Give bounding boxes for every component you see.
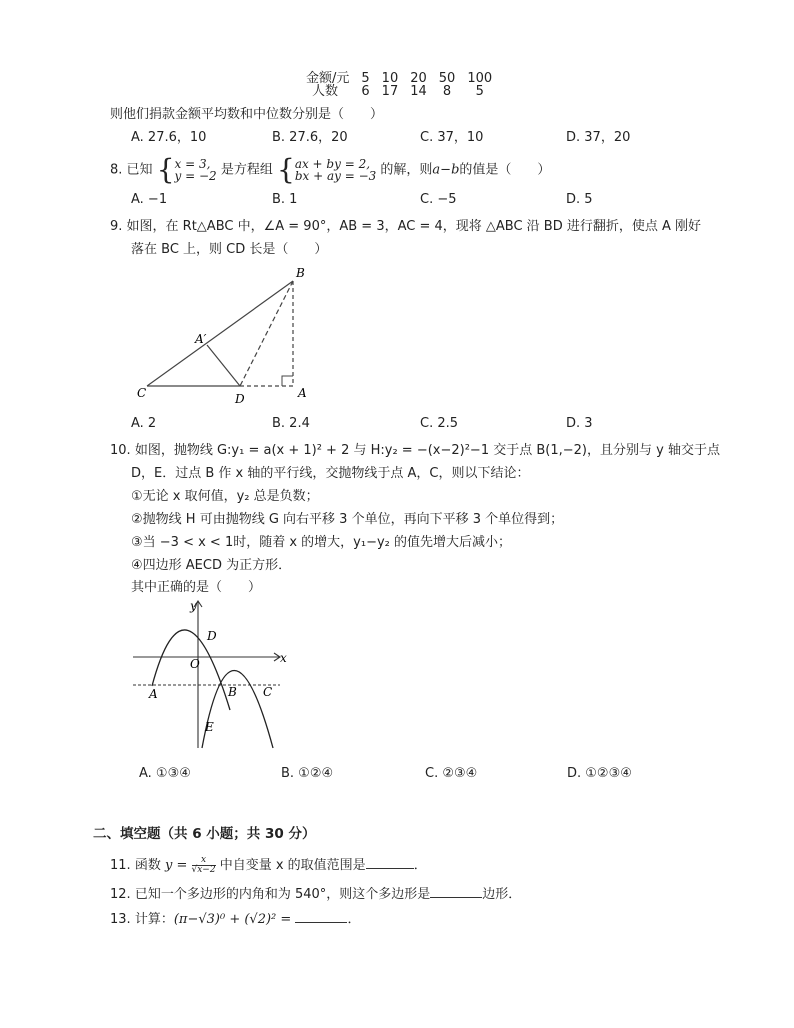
q10-line2: D，E．过点 B 作 x 轴的平行线，交抛物线于点 A，C，则以下结论： — [131, 466, 530, 481]
q8-option-c: C. −5 — [420, 192, 457, 207]
q10-option-a: A. ①③④ — [139, 766, 191, 781]
q11-frac-den: √x−2 — [191, 865, 216, 875]
label-d: D — [207, 629, 217, 643]
q12-post: 边形． — [482, 887, 522, 902]
table-cell: 人数 — [312, 84, 339, 99]
q13-number: 13. — [110, 912, 131, 927]
q12-pre: 已知一个多边形的内角和为 540°，则这个多边形是 — [134, 887, 431, 902]
table-cell: 100 — [467, 71, 493, 86]
q9-triangle-figure — [135, 264, 325, 409]
q11-end: ． — [413, 858, 427, 873]
q10-conclusion-3: ③当 −3 < x < 1时，随着 x 的增大，y₁−y₂ 的值先增大后减小； — [131, 535, 512, 550]
q9-line1-text: 如图，在 Rt△ABC 中，∠A = 90°，AB = 3，AC = 4，现将 △ABC 沿 BD 进行翻折，使点 A 刚好 — [126, 219, 702, 234]
label-e: E — [205, 720, 214, 734]
line-a-prime-d — [207, 345, 240, 386]
q13-answer-blank[interactable] — [295, 910, 347, 923]
table-cell: 5 — [361, 71, 370, 86]
q8-mid: 是方程组 — [220, 162, 273, 178]
q10-option-d: D. ①②③④ — [567, 766, 632, 781]
q10-line1 — [110, 443, 720, 459]
q13-expr: (π−√3)⁰ + (√2)² = — [173, 912, 292, 927]
q11-stem — [110, 856, 427, 876]
q10-number: 10. — [110, 443, 131, 458]
q9-option-a: A. 2 — [131, 416, 157, 431]
q8-eq2: bx + ay = −3 — [294, 169, 377, 183]
q12-answer-blank[interactable] — [430, 885, 482, 898]
table-cell: 50 — [438, 71, 456, 86]
table-cell: 17 — [381, 84, 399, 99]
q8-option-d: D. 5 — [566, 192, 593, 207]
q8-expr: a−b — [432, 162, 460, 178]
q11-fraction — [192, 856, 216, 875]
section-title: 二、填空题（共 6 小题；共 30 分） — [93, 826, 316, 842]
q11-number: 11. — [110, 858, 131, 873]
q13-stem — [110, 910, 360, 928]
label-x: x — [280, 651, 287, 665]
q9-option-d: D. 3 — [566, 416, 593, 431]
label-b: B — [228, 685, 237, 699]
line-cb — [147, 281, 293, 386]
q9-line1 — [110, 219, 701, 235]
q8-sol1: x = 3, — [174, 157, 211, 171]
label-c: C — [137, 386, 147, 400]
q10-conclusion-1: ①无论 x 取何值，y₂ 总是负数； — [131, 489, 319, 504]
q9-number: 9. — [110, 219, 123, 234]
brace-symbol: { — [276, 153, 295, 186]
donation-table — [306, 72, 498, 98]
table-cell: 5 — [475, 84, 484, 99]
q9-option-c: C. 2.5 — [420, 416, 459, 431]
q8-pre: 已知 — [126, 162, 153, 178]
q8-system — [295, 158, 376, 182]
q12-stem — [110, 885, 521, 903]
label-o: O — [190, 657, 200, 671]
q8-eq1: ax + by = 2, — [294, 157, 371, 171]
q8-solution — [175, 158, 217, 182]
q11-answer-blank[interactable] — [366, 856, 414, 869]
line-bd-dashed — [240, 281, 293, 386]
table-cell: 10 — [381, 71, 399, 86]
q11-post: 中自变量 x 的取值范围是 — [219, 858, 366, 873]
q10-ask: 其中正确的是（ ） — [131, 580, 262, 595]
label-a: A — [149, 687, 158, 701]
q10-option-b: B. ①②④ — [281, 766, 334, 781]
q8-post: 的解，则 — [380, 162, 433, 178]
q8-sol2: y = −2 — [174, 169, 217, 183]
table-row-people — [306, 85, 498, 98]
label-a: A — [298, 386, 307, 400]
q11-pre: 函数 — [134, 858, 161, 873]
q7-option-b: B. 27.6，20 — [272, 130, 348, 145]
q10-conclusion-4: ④四边形 AECD 为正方形． — [131, 558, 292, 573]
q8-option-b: B. 1 — [272, 192, 298, 207]
q13-pre: 计算： — [134, 912, 174, 927]
label-a-prime: A′ — [195, 332, 207, 346]
q7-stem: 则他们捐款金额平均数和中位数分别是（ ） — [110, 107, 384, 122]
right-angle-mark — [282, 376, 293, 386]
q7-option-c: C. 37，10 — [420, 130, 484, 145]
q9-option-b: B. 2.4 — [272, 416, 310, 431]
table-cell: 14 — [410, 84, 427, 99]
q8-option-a: A. −1 — [131, 192, 168, 207]
q10-line1-text: 如图，抛物线 G:y₁ = a(x + 1)² + 2 与 H:y₂ = −(x−2)²−1 交于点 B(1,−2)，且分别与 y 轴交于点 — [134, 443, 720, 458]
q10-parabola-figure — [130, 598, 295, 753]
parabola-h — [202, 671, 273, 749]
table-cell: 20 — [410, 71, 427, 86]
table-cell: 金额/元 — [306, 71, 350, 86]
q12-number: 12. — [110, 887, 131, 902]
label-d: D — [235, 392, 245, 406]
q11-frac-num: x — [192, 856, 216, 866]
q10-conclusion-2: ②抛物线 H 可由抛物线 G 向右平移 3 个单位，再向下平移 3 个单位得到； — [131, 512, 564, 527]
q7-option-a: A. 27.6，10 — [131, 130, 207, 145]
q9-line2: 落在 BC 上，则 CD 长是（ ） — [131, 242, 328, 257]
q8-stem — [110, 153, 551, 186]
q7-option-d: D. 37，20 — [566, 130, 631, 145]
q10-option-c: C. ②③④ — [425, 766, 478, 781]
label-c: C — [263, 685, 273, 699]
q11-lhs: y = — [164, 858, 188, 873]
brace-symbol: { — [156, 153, 175, 186]
q13-end: ． — [347, 912, 361, 927]
table-cell: 6 — [361, 84, 370, 99]
table-cell: 8 — [442, 84, 452, 99]
label-b: B — [296, 266, 305, 280]
q8-end: 的值是（ ） — [459, 162, 551, 178]
q8-number: 8. — [110, 162, 123, 178]
label-y: y — [190, 599, 197, 613]
